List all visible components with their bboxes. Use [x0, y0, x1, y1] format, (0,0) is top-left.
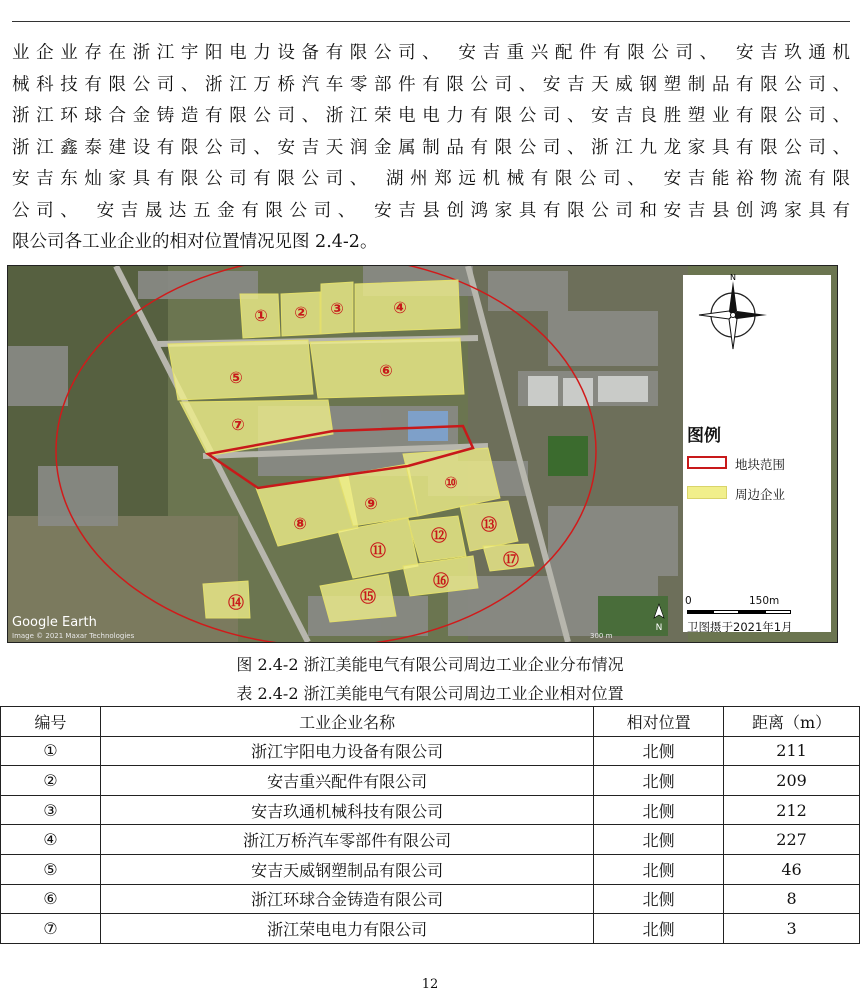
- table-header-row: [1, 707, 860, 737]
- cell-position: 北侧: [594, 884, 724, 914]
- map-marker: ⑬: [480, 515, 498, 534]
- cell-distance: 209: [724, 766, 860, 796]
- figure-caption: 图 2.4-2 浙江美能电气有限公司周边工业企业分布情况: [236, 655, 624, 674]
- cell-distance: 46: [724, 854, 860, 884]
- table-caption: 表 2.4-2 浙江美能电气有限公司周边工业企业相对位置: [236, 684, 624, 703]
- legend-enterprise-label: 周边企业: [735, 487, 786, 502]
- legend-site-swatch: [687, 456, 727, 469]
- google-earth-watermark: Google Earth: [12, 615, 97, 630]
- cell-number: ⑤: [1, 854, 101, 884]
- enterprise-table: [0, 706, 860, 944]
- map-marker: ⑨: [364, 494, 378, 513]
- table-row: [1, 736, 860, 766]
- map-marker: ⑰: [502, 550, 520, 569]
- paragraph-line: 业企业存在浙江宇阳电力设备有限公司、 安吉重兴配件有限公司、 安吉玖通机: [12, 43, 850, 63]
- map-marker: ⑦: [231, 415, 245, 434]
- map-legend: [683, 275, 831, 632]
- cell-number: ②: [1, 766, 101, 796]
- cell-distance: 211: [724, 736, 860, 766]
- table-row: [1, 854, 860, 884]
- header-position: 相对位置: [594, 707, 724, 737]
- map-marker: ⑧: [293, 514, 307, 533]
- cell-number: ①: [1, 736, 101, 766]
- scale-end-label: 150m: [749, 595, 780, 607]
- legend-site-label: 地块范围: [735, 457, 786, 472]
- cell-position: 北侧: [594, 795, 724, 825]
- paragraph-line: 安吉东灿家具有限公司有限公司、 湖州郑远机械有限公司、 安吉能裕物流有限: [12, 169, 850, 189]
- map-marker: ⑭: [227, 593, 245, 612]
- paragraph-line: 械科技有限公司、浙江万桥汽车零部件有限公司、安吉天威钢塑制品有限公司、: [12, 74, 850, 95]
- map-marker: ③: [330, 299, 344, 318]
- table-row: [1, 766, 860, 796]
- cell-distance: 227: [724, 825, 860, 855]
- scale-bar: [687, 610, 791, 616]
- cell-name: 浙江宇阳电力设备有限公司: [100, 736, 593, 766]
- header-number: 编号: [1, 707, 101, 737]
- scale-start-label: 0: [685, 595, 692, 607]
- cell-distance: 212: [724, 795, 860, 825]
- paragraph-line: 限公司各工业企业的相对位置情况见图 2.4-2。: [12, 232, 378, 252]
- cell-distance: 8: [724, 884, 860, 914]
- header-rule: [12, 21, 850, 22]
- map-marker: ⑥: [379, 361, 393, 380]
- cell-position: 北侧: [594, 736, 724, 766]
- map-scale-label: 300 m: [590, 632, 613, 640]
- compass-rose-icon: [693, 273, 773, 353]
- cell-position: 北侧: [594, 825, 724, 855]
- compass-north-label: N: [730, 273, 736, 282]
- cell-name: 安吉玖通机械科技有限公司: [100, 795, 593, 825]
- body-paragraph: [12, 38, 850, 259]
- cell-name: 浙江环球合金铸造有限公司: [100, 884, 593, 914]
- north-label-small: N: [655, 623, 663, 633]
- cell-number: ③: [1, 795, 101, 825]
- cell-position: 北侧: [594, 766, 724, 796]
- map-marker: ⑤: [229, 368, 243, 387]
- cell-name: 浙江荣电电力有限公司: [100, 914, 593, 944]
- paragraph-line: 公司、 安吉晟达五金有限公司、 安吉县创鸿家具有限公司和安吉县创鸿家具有: [12, 200, 850, 221]
- cell-number: ④: [1, 825, 101, 855]
- header-distance: 距离（m）: [724, 707, 860, 737]
- paragraph-line: 浙江鑫泰建设有限公司、安吉天润金属制品有限公司、浙江九龙家具有限公司、: [12, 137, 850, 158]
- header-name: 工业企业名称: [100, 707, 593, 737]
- table-row: [1, 914, 860, 944]
- legend-enterprise-swatch: [687, 486, 727, 499]
- table-row: [1, 825, 860, 855]
- cell-number: ⑦: [1, 914, 101, 944]
- imagery-date-note: 卫图摄于2021年1月: [687, 620, 793, 634]
- cell-position: 北侧: [594, 914, 724, 944]
- cell-name: 浙江万桥汽车零部件有限公司: [100, 825, 593, 855]
- table-row: [1, 884, 860, 914]
- map-marker: ④: [393, 298, 407, 317]
- map-marker: ⑮: [359, 587, 377, 606]
- legend-title: 图例: [687, 426, 721, 446]
- cell-name: 安吉天威钢塑制品有限公司: [100, 854, 593, 884]
- map-marker: ⑫: [430, 526, 448, 545]
- paragraph-line: 浙江环球合金铸造有限公司、浙江荣电电力有限公司、安吉良胜塑业有限公司、: [12, 106, 850, 126]
- map-marker: ⑩: [444, 473, 458, 492]
- map-marker: ⑪: [369, 541, 387, 560]
- cell-name: 安吉重兴配件有限公司: [100, 766, 593, 796]
- table-row: [1, 795, 860, 825]
- page-number: 12: [421, 977, 439, 992]
- map-copyright: Image © 2021 Maxar Technologies: [12, 632, 135, 640]
- cell-number: ⑥: [1, 884, 101, 914]
- map-marker: ⑯: [432, 571, 450, 590]
- cell-position: 北侧: [594, 854, 724, 884]
- cell-distance: 3: [724, 914, 860, 944]
- map-marker: ②: [294, 303, 308, 322]
- map-marker: ①: [254, 306, 268, 325]
